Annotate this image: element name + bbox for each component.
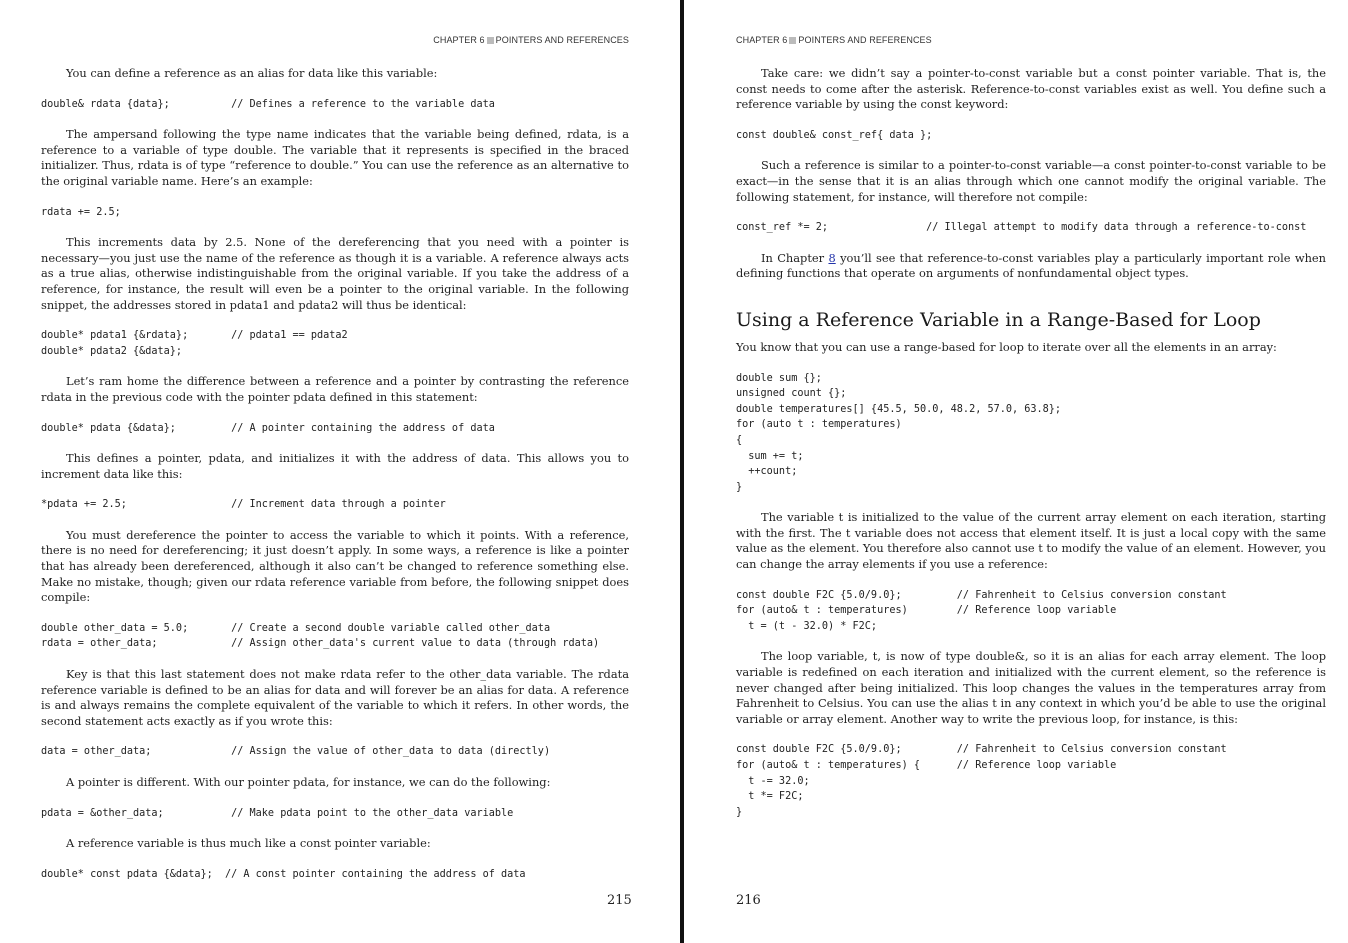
code-block: *pdata += 2.5; // Increment data through a pointer: [41, 499, 446, 511]
running-head: CHAPTER 6 POINTERS AND REFERENCES: [433, 35, 629, 45]
page-number: 215: [607, 893, 632, 908]
paragraph: The variable t is initialized to the value of the current array element on each iteration, starting with the first. The t variable does not access that element itself. It is just a local copy with the same value as the element. You therefore also cannot use t to modify the value of an element. However, you can change the array elements if you use a reference:: [736, 510, 1326, 572]
code-block: const_ref *= 2; // Illegal attempt to modify data through a reference-to-const: [736, 222, 1307, 234]
code-block: pdata = &other_data; // Make pdata point to the other_data variable: [41, 807, 514, 819]
page-content: [41, 66, 629, 882]
paragraph: In Chapter 8 you’ll see that reference-to-const variables play a particularly important role when defining functions that operate on arguments of nonfundamental object types.: [736, 250, 1326, 281]
right-page: [686, 0, 1348, 943]
paragraph: A pointer is different. With our pointer pdata, for instance, we can do the following:: [66, 775, 551, 789]
code-block: const double F2C {5.0/9.0}; // Fahrenheit to Celsius conversion constant for (auto& t : temperatures) { // Reference loop variable t -= 32.0; t *= F2C; }: [736, 744, 1227, 818]
chapter-8-link[interactable]: 8: [828, 250, 836, 265]
paragraph: This increments data by 2.5. None of the dereferencing that you need with a pointer is necessary—you just use the name of the reference as though it is a variable. A reference always acts as a true alias, otherwise indistinguishable from the original variable. If you take the address of a reference, for instance, the result will even be a pointer to the original variable. In the following snippet, the addresses stored in pdata1 and pdata2 will thus be identical:: [41, 235, 629, 312]
paragraph: You must dereference the pointer to access the variable to which it points. With a reference, there is no need for dereferencing; it just doesn’t apply. In some ways, a reference is like a pointer that has already been dereferenced, although it also can’t be changed to reference something else. Make no mistake, though; given our rdata reference variable from before, the following snippet does compile:: [41, 527, 629, 605]
section-heading: Using a Reference Variable in a Range-Based for Loop: [736, 308, 1261, 331]
paragraph: Key is that this last statement does not make rdata refer to the other_data variable. The rdata reference variable is defined to be an alias for data and will forever be an alias for data. A reference is and always remains the complete equivalent of the variable to which it refers. In other words, the second statement acts exactly as if you wrote this:: [41, 667, 629, 728]
paragraph: The loop variable, t, is now of type double&, so it is an alias for each array element. The loop variable is redefined on each iteration and initialized with the current element, so the reference is never changed after being initialized. This loop changes the values in the temperatures array from Fahrenheit to Celsius. You can use the alias t in any context in which you’d be able to use the original variable or array element. Another way to write the previous loop, for instance, is this:: [736, 649, 1326, 726]
code-block: double sum {}; unsigned count {}; double temperatures[] {45.5, 50.0, 48.2, 57.0, 63.8}; for (auto t : temperatures) { sum += t; ++count; }: [736, 372, 1062, 493]
code-block: data = other_data; // Assign the value of other_data to data (directly): [41, 746, 551, 758]
page-content: [736, 66, 1326, 820]
page-number: 216: [736, 893, 761, 908]
paragraph: You can define a reference as an alias for data like this variable:: [66, 66, 438, 80]
code-block: rdata += 2.5;: [41, 206, 121, 218]
code-block: double* const pdata {&data}; // A const pointer containing the address of data: [41, 868, 526, 880]
code-block: double& rdata {data}; // Defines a reference to the variable data: [41, 98, 495, 110]
code-block: const double& const_ref{ data };: [736, 129, 933, 141]
header-separator-icon: [789, 37, 796, 44]
paragraph: This defines a pointer, pdata, and initializes it with the address of data. This allows you to increment data like this:: [41, 451, 629, 481]
code-block: double* pdata1 {&rdata}; // pdata1 == pdata2 double* pdata2 {&data};: [41, 330, 348, 357]
paragraph: A reference variable is thus much like a const pointer variable:: [66, 836, 431, 851]
paragraph: Such a reference is similar to a pointer-to-const variable—a const pointer-to-const variable to be exact—in the sense that it is an alias through which one cannot modify the original variable. The following statement, for instance, will therefore not compile:: [736, 158, 1326, 204]
paragraph: Let’s ram home the difference between a reference and a pointer by contrasting the reference rdata in the previous code with the pointer pdata defined in this statement:: [41, 374, 629, 404]
paragraph: You know that you can use a range-based for loop to iterate over all the elements in an array:: [736, 339, 1277, 354]
paragraph: Take care: we didn’t say a pointer-to-const variable but a const pointer variable. That is, the const needs to come after the asterisk. Reference-to-const variables exist as well. You define such a reference variable by using the const keyword:: [736, 66, 1326, 112]
page-divider: [680, 0, 684, 943]
code-block: double other_data = 5.0; // Create a second double variable called other_data rdata = other_data; // Assign other_data's current value to data (through rdata): [41, 622, 600, 650]
paragraph: The ampersand following the type name indicates that the variable being defined, rdata, is a reference to a variable of type double. The variable that it represents is specified in the braced initializer. Thus, rdata is of type “reference to double.” You can use the reference as an alternative to the original variable name. Here’s an example:: [41, 127, 629, 188]
running-head: CHAPTER 6 POINTERS AND REFERENCES: [736, 35, 932, 45]
header-separator-icon: [487, 37, 494, 44]
code-block: const double F2C {5.0/9.0}; // Fahrenheit to Celsius conversion constant for (auto& t : temperatures) // Reference loop variable t = (t - 32.0) * F2C;: [736, 589, 1227, 632]
code-block: double* pdata {&data}; // A pointer containing the address of data: [41, 422, 495, 434]
